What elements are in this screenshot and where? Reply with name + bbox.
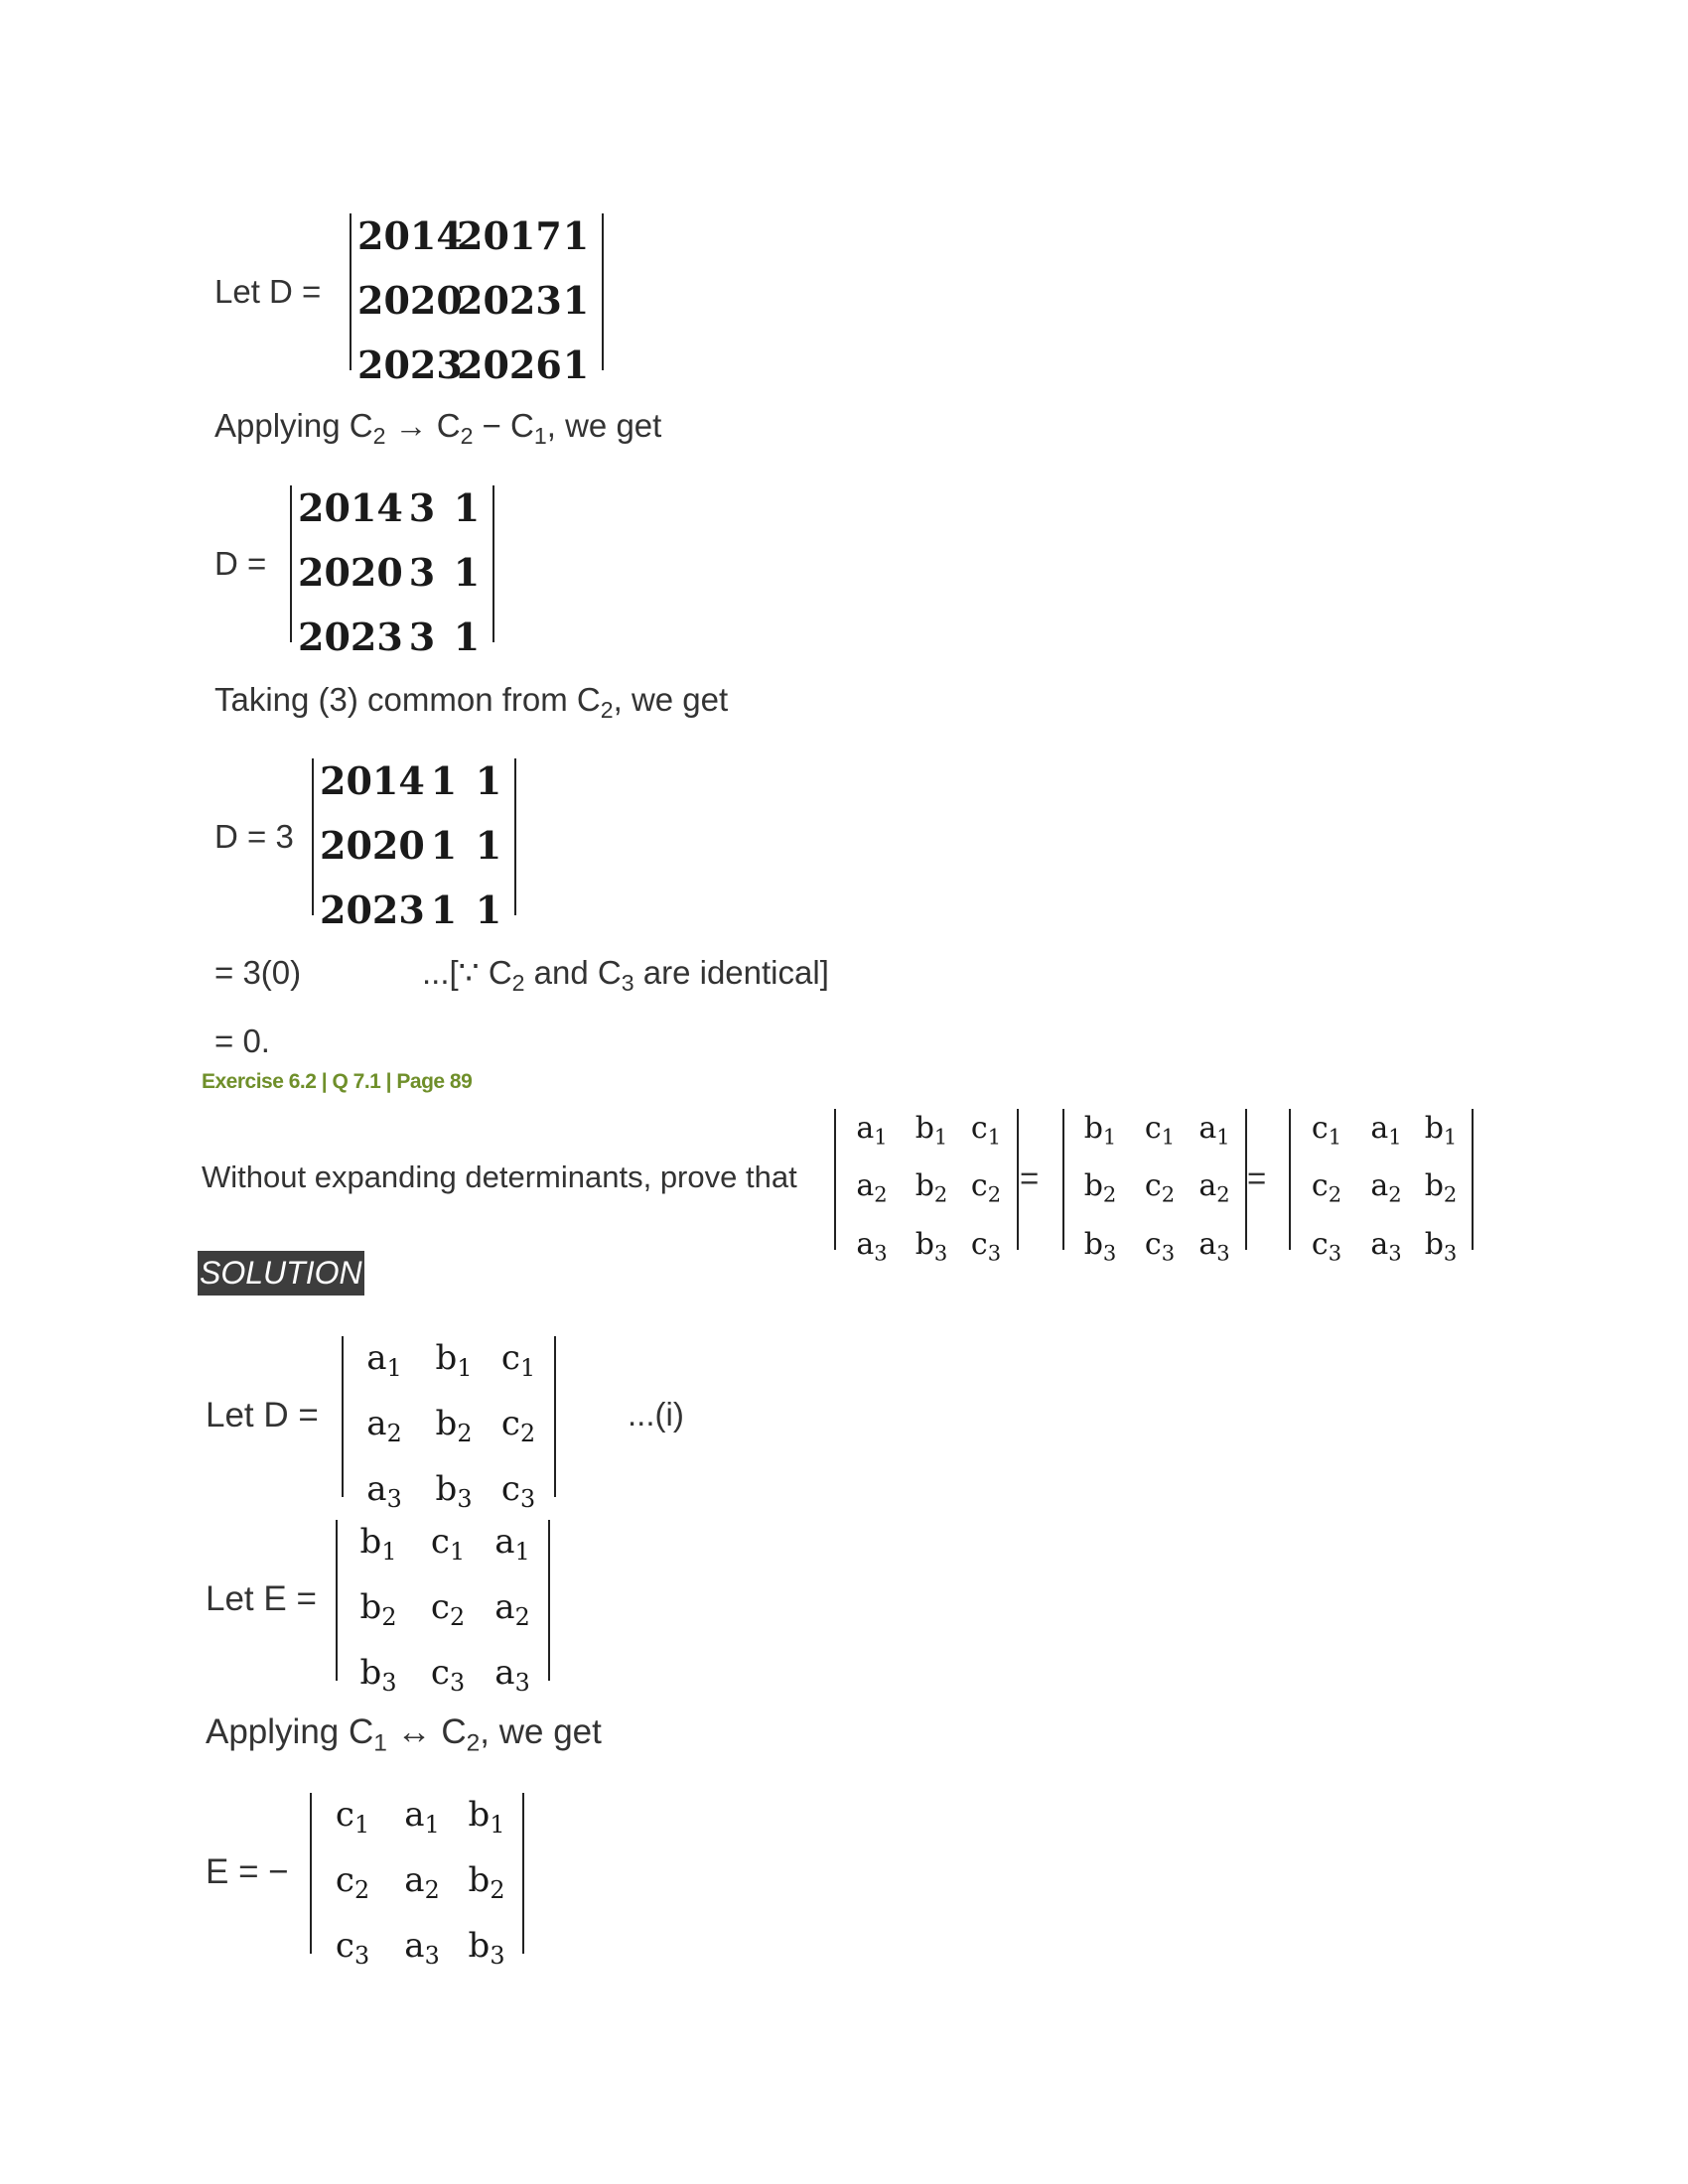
matrix-cell: $a_2$ [366, 1404, 402, 1448]
matrix-cell: $b_1$ [1083, 1111, 1117, 1150]
equals-sign-1: = [1020, 1160, 1040, 1196]
matrix-cell: $c_3$ [1311, 1226, 1342, 1265]
matrix-cell: 2017 [457, 213, 562, 258]
determinant-e-swapped [310, 1793, 524, 1971]
matrix-cell: $b_2$ [359, 1587, 397, 1632]
matrix-cell: $a_1$ [494, 1522, 530, 1567]
determinant-d [342, 1336, 556, 1514]
matrix-cell: $b_3$ [1083, 1226, 1117, 1265]
matrix-cell: $a_2$ [856, 1168, 888, 1207]
d-eq3-label: D = 3 [214, 818, 294, 855]
equals-sign-2: = [1247, 1160, 1267, 1196]
matrix-cell: 1 [562, 342, 590, 387]
determinant-e [336, 1520, 550, 1698]
matrix-cell: 3 [408, 614, 436, 659]
question-determinant-b [1062, 1109, 1247, 1265]
matrix-cell: 2023 [357, 342, 463, 387]
matrix-cell: $b_2$ [468, 1860, 505, 1905]
result-3-times-0: = 3(0) [214, 954, 302, 991]
matrix-cell: 1 [562, 213, 590, 258]
matrix-cell: $c_1$ [1144, 1111, 1176, 1150]
matrix-cell: 2014 [320, 758, 425, 803]
matrix-cell: $c_1$ [1311, 1111, 1342, 1150]
matrix-cell: $a_3$ [404, 1926, 440, 1971]
step-taking-common: Taking (3) common from $C_2$, we get [214, 681, 729, 723]
matrix-cell: $b_2$ [435, 1404, 473, 1448]
matrix-cell: $b_3$ [359, 1653, 397, 1698]
matrix-cell: 2020 [320, 823, 425, 868]
matrix-cell: $b_1$ [914, 1111, 948, 1150]
matrix-cell: $a_1$ [1198, 1111, 1230, 1150]
matrix-cell: 2014 [298, 485, 403, 530]
matrix-cell: $c_1$ [430, 1522, 466, 1567]
d-eq-label: D = [214, 545, 267, 582]
matrix-cell: 1 [453, 550, 481, 595]
matrix-cell: $c_2$ [430, 1587, 466, 1632]
matrix-cell: 2020 [298, 550, 403, 595]
matrix-cell: 2026 [457, 342, 562, 387]
solution-badge: SOLUTION [198, 1251, 364, 1296]
matrix-cell: $a_2$ [1370, 1168, 1402, 1207]
matrix-cell: $c_2$ [970, 1168, 1002, 1207]
matrix-cell: $a_3$ [366, 1469, 402, 1514]
matrix-cell: $a_1$ [404, 1795, 440, 1840]
matrix-cell: 3 [408, 550, 436, 595]
matrix-cell: 1 [430, 823, 458, 868]
let-e-label: Let E = [206, 1579, 317, 1618]
matrix-cell: $c_3$ [335, 1926, 370, 1971]
matrix-cell: $b_2$ [1424, 1168, 1458, 1207]
matrix-cell: $a_2$ [494, 1587, 530, 1632]
question-text: Without expanding determinants, prove that [202, 1160, 797, 1194]
matrix-cell: $b_3$ [435, 1469, 473, 1514]
matrix-cell: 1 [430, 758, 458, 803]
matrix-cell: 3 [408, 485, 436, 530]
matrix-cell: 2023 [320, 887, 425, 932]
matrix-cell: $b_2$ [914, 1168, 948, 1207]
exercise-reference: Exercise 6.2 | Q 7.1 | Page 89 [202, 1070, 473, 1093]
let-d-label-2: Let D = [206, 1396, 319, 1434]
matrix-cell: 1 [475, 758, 502, 803]
matrix-cell: $b_1$ [1424, 1111, 1458, 1150]
matrix-cell: $c_3$ [1144, 1226, 1176, 1265]
matrix-cell: $c_1$ [970, 1111, 1002, 1150]
matrix-cell: 2023 [298, 614, 403, 659]
question-determinant-a [834, 1109, 1019, 1265]
matrix-cell: $a_1$ [856, 1111, 888, 1150]
matrix-cell: $b_1$ [435, 1338, 473, 1383]
matrix-cell: $a_3$ [494, 1653, 530, 1698]
step-applying-c2-minus-c1: Applying $C_2 \to C_2 - C_1$, we get [214, 407, 662, 449]
matrix-cell: $c_2$ [335, 1860, 370, 1905]
matrix-cell: $c_3$ [430, 1653, 466, 1698]
matrix-cell: $c_3$ [500, 1469, 536, 1514]
matrix-cell: $b_3$ [468, 1926, 505, 1971]
matrix-cell: $a_1$ [366, 1338, 402, 1383]
matrix-cell: 1 [430, 887, 458, 932]
matrix-cell: 2023 [457, 278, 562, 323]
result-zero: = 0. [214, 1023, 270, 1059]
matrix-cell: $c_1$ [335, 1795, 370, 1840]
determinant-matrix-2 [290, 485, 494, 659]
determinant-matrix-1 [350, 213, 604, 387]
matrix-cell: $b_3$ [914, 1226, 948, 1265]
matrix-cell: $a_2$ [1198, 1168, 1230, 1207]
matrix-cell: 2020 [357, 278, 463, 323]
matrix-cell: $a_3$ [856, 1226, 888, 1265]
matrix-cell: $a_3$ [1198, 1226, 1230, 1265]
question-determinant-c [1289, 1109, 1474, 1265]
matrix-cell: $c_2$ [1144, 1168, 1176, 1207]
matrix-cell: $b_1$ [359, 1522, 397, 1567]
matrix-cell: $c_2$ [1311, 1168, 1342, 1207]
equation-ref-i: ...(i) [628, 1396, 684, 1433]
matrix-cell: 1 [453, 485, 481, 530]
matrix-cell: $b_1$ [468, 1795, 505, 1840]
e-neg-label: E = − [206, 1852, 289, 1891]
reason-identical-columns: ...[∵ $C_2$ and $C_3$ are identical] [422, 954, 829, 996]
step-applying-c1-swap-c2: Applying $C_1$ ↔ $C_2$, we get [206, 1712, 602, 1757]
matrix-cell: $b_2$ [1083, 1168, 1117, 1207]
matrix-cell: $a_3$ [1370, 1226, 1402, 1265]
let-d-label: Let D = [214, 273, 322, 310]
matrix-cell: 2014 [357, 213, 463, 258]
determinant-matrix-3 [312, 758, 516, 932]
matrix-cell: $c_2$ [500, 1404, 536, 1448]
matrix-cell: $a_2$ [404, 1860, 440, 1905]
matrix-cell: 1 [453, 614, 481, 659]
matrix-cell: $c_3$ [970, 1226, 1002, 1265]
matrix-cell: 1 [475, 887, 502, 932]
matrix-cell: $a_1$ [1370, 1111, 1402, 1150]
matrix-cell: 1 [562, 278, 590, 323]
matrix-cell: 1 [475, 823, 502, 868]
matrix-cell: $c_1$ [500, 1338, 536, 1383]
matrix-cell: $b_3$ [1424, 1226, 1458, 1265]
